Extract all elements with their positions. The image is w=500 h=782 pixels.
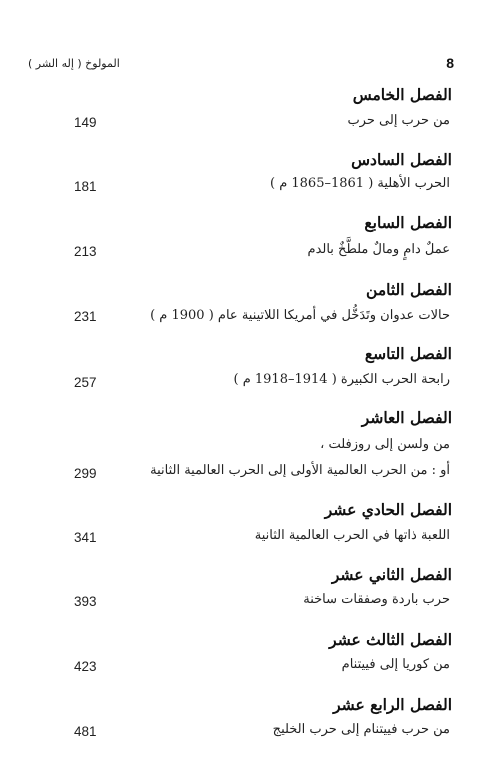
running-head: المولوخ ( إله الشر ) (28, 57, 120, 70)
chapter-subtitle: اللعبة ذاتها في الحرب العالمية الثانية (254, 528, 450, 543)
chapter-title: الفصل السادس (351, 150, 452, 169)
chapter-title: الفصل الخامس (352, 85, 452, 104)
chapter-subtitle: من كوريا إلى فييتنام (341, 657, 450, 672)
chapter-subtitle: حرب باردة وصفقات ساخنة (303, 592, 450, 607)
chapter-subtitle: الحرب الأهلية ( 1861–1865 م ) (270, 176, 450, 191)
chapter-title: الفصل الثالث عشر (329, 630, 452, 649)
chapter-subtitle: عملٌ دامٍ ومالٌ ملطَّخٌ بالدم (307, 242, 450, 257)
chapter-page-number: 149 (74, 115, 97, 130)
chapter-subtitle: رابحة الحرب الكبيرة ( 1914–1918 م ) (233, 372, 450, 387)
chapter-page-number: 481 (74, 724, 97, 739)
chapter-page-number: 257 (74, 375, 97, 390)
chapter-page-number: 299 (74, 466, 97, 481)
chapter-page-number: 341 (74, 530, 97, 545)
chapter-subtitle: من حرب فييتنام إلى حرب الخليج (272, 722, 450, 737)
chapter-title: الفصل العاشر (361, 408, 452, 427)
chapter-page-number: 393 (74, 594, 97, 609)
chapter-page-number: 231 (74, 309, 97, 324)
chapter-title: الفصل الثاني عشر (331, 565, 452, 584)
chapter-subtitle: من ولسن إلى روزفلت ، (320, 437, 450, 452)
chapter-page-number: 423 (74, 659, 97, 674)
chapter-subtitle: أو : من الحرب العالمية الأولى إلى الحرب العالمية الثانية (150, 463, 450, 478)
chapter-title: الفصل الحادي عشر (324, 500, 452, 519)
chapter-title: الفصل التاسع (364, 344, 452, 363)
page-number: 8 (446, 55, 454, 71)
chapter-title: الفصل السابع (364, 213, 452, 232)
chapter-title: الفصل الثامن (366, 280, 452, 299)
chapter-page-number: 181 (74, 179, 97, 194)
chapter-page-number: 213 (74, 244, 97, 259)
chapter-subtitle: من حرب إلى حرب (347, 113, 450, 128)
chapter-subtitle: حالات عدوان وتَدَخُّل في أمريكا اللاتينية عام ( 1900 م ) (150, 308, 450, 323)
chapter-title: الفصل الرابع عشر (333, 695, 452, 714)
